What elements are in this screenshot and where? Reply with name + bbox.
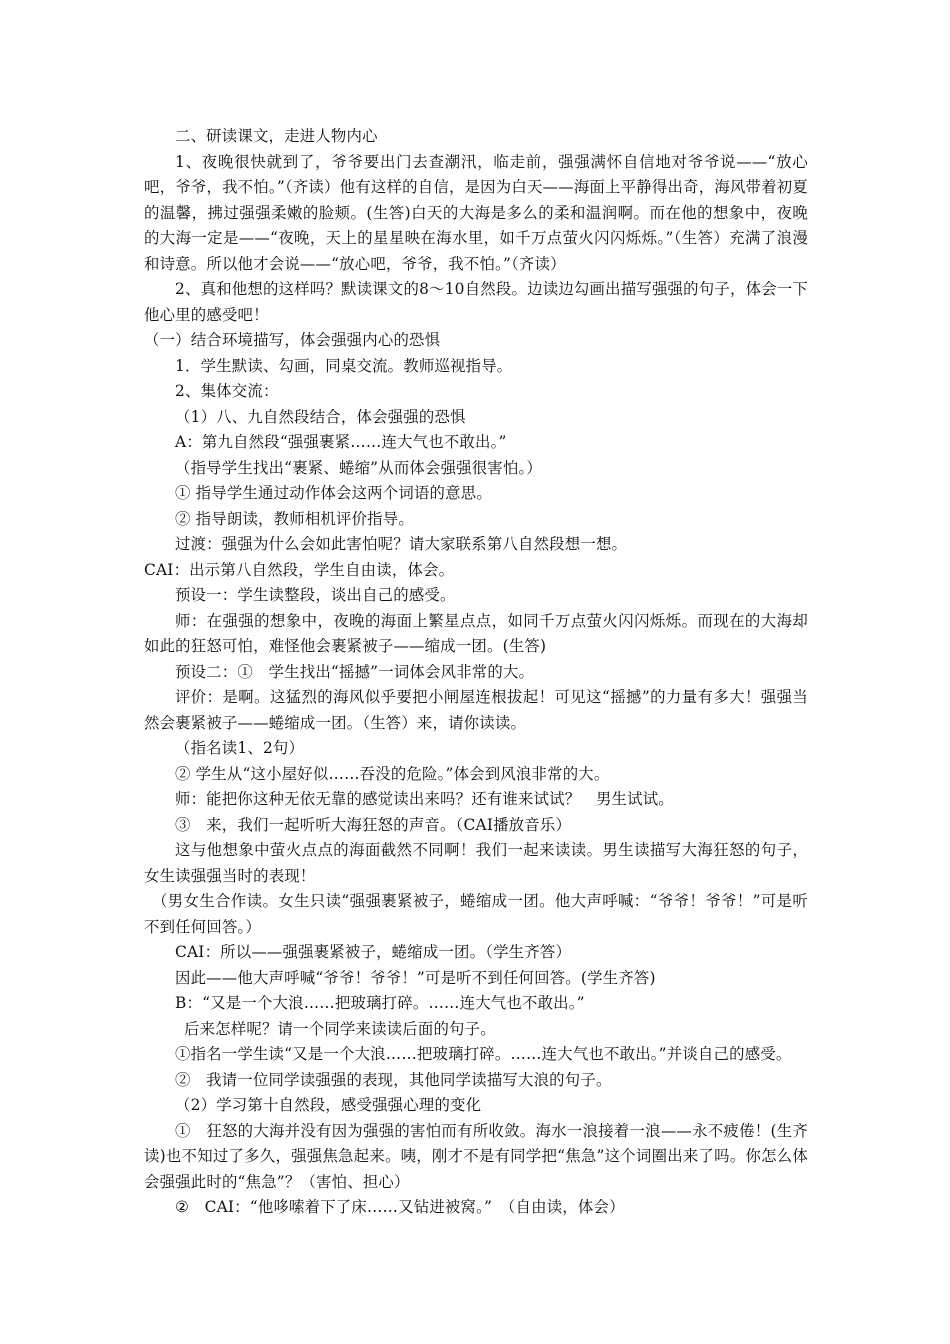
paragraph: 预设二：① 学生找出“摇撼”一词体会风非常的大。 xyxy=(175,662,535,681)
paragraph: 2、集体交流： xyxy=(175,382,279,400)
paragraph: B：“又是一个大浪……把玻璃打碎。……连大气也不敢出。” xyxy=(175,994,585,1012)
paragraph: ①指名一学生读“又是一个大浪……把玻璃打碎。……连大气也不敢出。”并谈自己的感受。 xyxy=(175,1045,792,1063)
paragraph: （指导学生找出“裹紧、蜷缩”从而体会强强很害怕。） xyxy=(175,458,543,477)
paragraph: （1）八、九自然段结合，体会强强的恐惧 xyxy=(175,407,466,426)
paragraph: 师：在强强的想象中，夜晚的海面上繁星点点，如同千万点萤火闪闪烁烁。而现在的大海却如此的狂怒可怕，难怪他会裹紧被子——缩成一团。(生答) xyxy=(144,611,808,655)
document-body xyxy=(144,124,808,1221)
paragraph: 二、研读课文，走进人物内心 xyxy=(175,127,378,145)
paragraph: （一）结合环境描写，体会强强内心的恐惧 xyxy=(144,331,441,349)
paragraph: 这与他想象中萤火点点的海面截然不同啊！我们一起来读读。男生读描写大海狂怒的句子，女生读强强当时的表现！ xyxy=(144,841,808,885)
paragraph: （男女生合作读。女生只读“强强裹紧被子，蜷缩成一团。他大声呼喊：“爷爷！爷爷！”可是听不到任何回答。） xyxy=(144,892,808,936)
paragraph: 1、夜晚很快就到了，爷爷要出门去查潮汛，临走前，强强满怀自信地对爷爷说——“放心吧，爷爷，我不怕。”（齐读）他有这样的自信，是因为白天——海面上平静得出奇，海风带着初夏的温馨，拂过强强柔嫩的脸颊。(生答)白天的大海是多么的柔和温润啊。而在他的想象中，夜晚的大海一定是——“夜晚，天上的星星映在海水里，如千万点萤火闪闪烁烁。”（生答）充满了浪漫和诗意。所以他才会说——“放心吧，爷爷，我不怕。”（齐读） xyxy=(144,152,809,273)
paragraph: 过渡：强强为什么会如此害怕呢？请大家联系第八自然段想一想。 xyxy=(175,535,628,553)
paragraph: ① 指导学生通过动作体会这两个词语的意思。 xyxy=(175,484,492,502)
paragraph: CAI：出示第八自然段，学生自由读，体会。 xyxy=(144,560,455,579)
paragraph: 预设一：学生读整段，谈出自己的感受。 xyxy=(175,586,456,604)
paragraph: ② CAI：“他哆嗦着下了床……又钻进被窝。” （自由读，体会） xyxy=(175,1198,625,1216)
paragraph: 2、真和他想的这样吗？默读课文的8～10自然段。边读边勾画出描写强强的句子，体会一下他心里的感受吧！ xyxy=(144,280,808,324)
paragraph: （指名读1、2句） xyxy=(175,739,305,757)
paragraph: ② 我请一位同学读强强的表现，其他同学读描写大浪的句子。 xyxy=(175,1070,612,1089)
paragraph: ② 学生从“这小屋好似……吞没的危险。”体会到风浪非常的大。 xyxy=(175,764,610,783)
paragraph: CAI：所以——强强裹紧被子，蜷缩成一团。（学生齐答） xyxy=(175,943,572,961)
paragraph: 因此——他大声呼喊“爷爷！爷爷！”可是听不到任何回答。(学生齐答) xyxy=(175,968,656,987)
paragraph: 后来怎样呢？请一个同学来读读后面的句子。 xyxy=(184,1019,496,1038)
paragraph: A：第九自然段“强强裹紧……连大气也不敢出。” xyxy=(175,433,507,451)
paragraph: 1．学生默读、勾画，同桌交流。教师巡视指导。 xyxy=(175,356,513,375)
paragraph: 评价：是啊。这猛烈的海风似乎要把小闸屋连根拔起！可见这“摇撼”的力量有多大！强强当然会裹紧被子——蜷缩成一团。（生答）来，请你读读。 xyxy=(144,688,808,732)
paragraph: ③ 来，我们一起听听大海狂怒的声音。（CAI播放音乐） xyxy=(175,815,572,834)
paragraph: ① 狂怒的大海并没有因为强强的害怕而有所收敛。海水一浪接着一浪——永不疲倦！(生齐读)也不知过了多久，强强焦急起来。咦，刚才不是有同学把“焦急”这个词圈出来了吗。你怎么体会强强此时的“焦急”？（害怕、担心） xyxy=(144,1121,808,1191)
paragraph: 师：能把你这种无依无靠的感觉读出来吗？还有谁来试试？ 男生试试。 xyxy=(175,790,674,808)
paragraph: ② 指导朗读，教师相机评价指导。 xyxy=(175,509,414,528)
paragraph: （2）学习第十自然段，感受强强心理的变化 xyxy=(175,1096,482,1114)
